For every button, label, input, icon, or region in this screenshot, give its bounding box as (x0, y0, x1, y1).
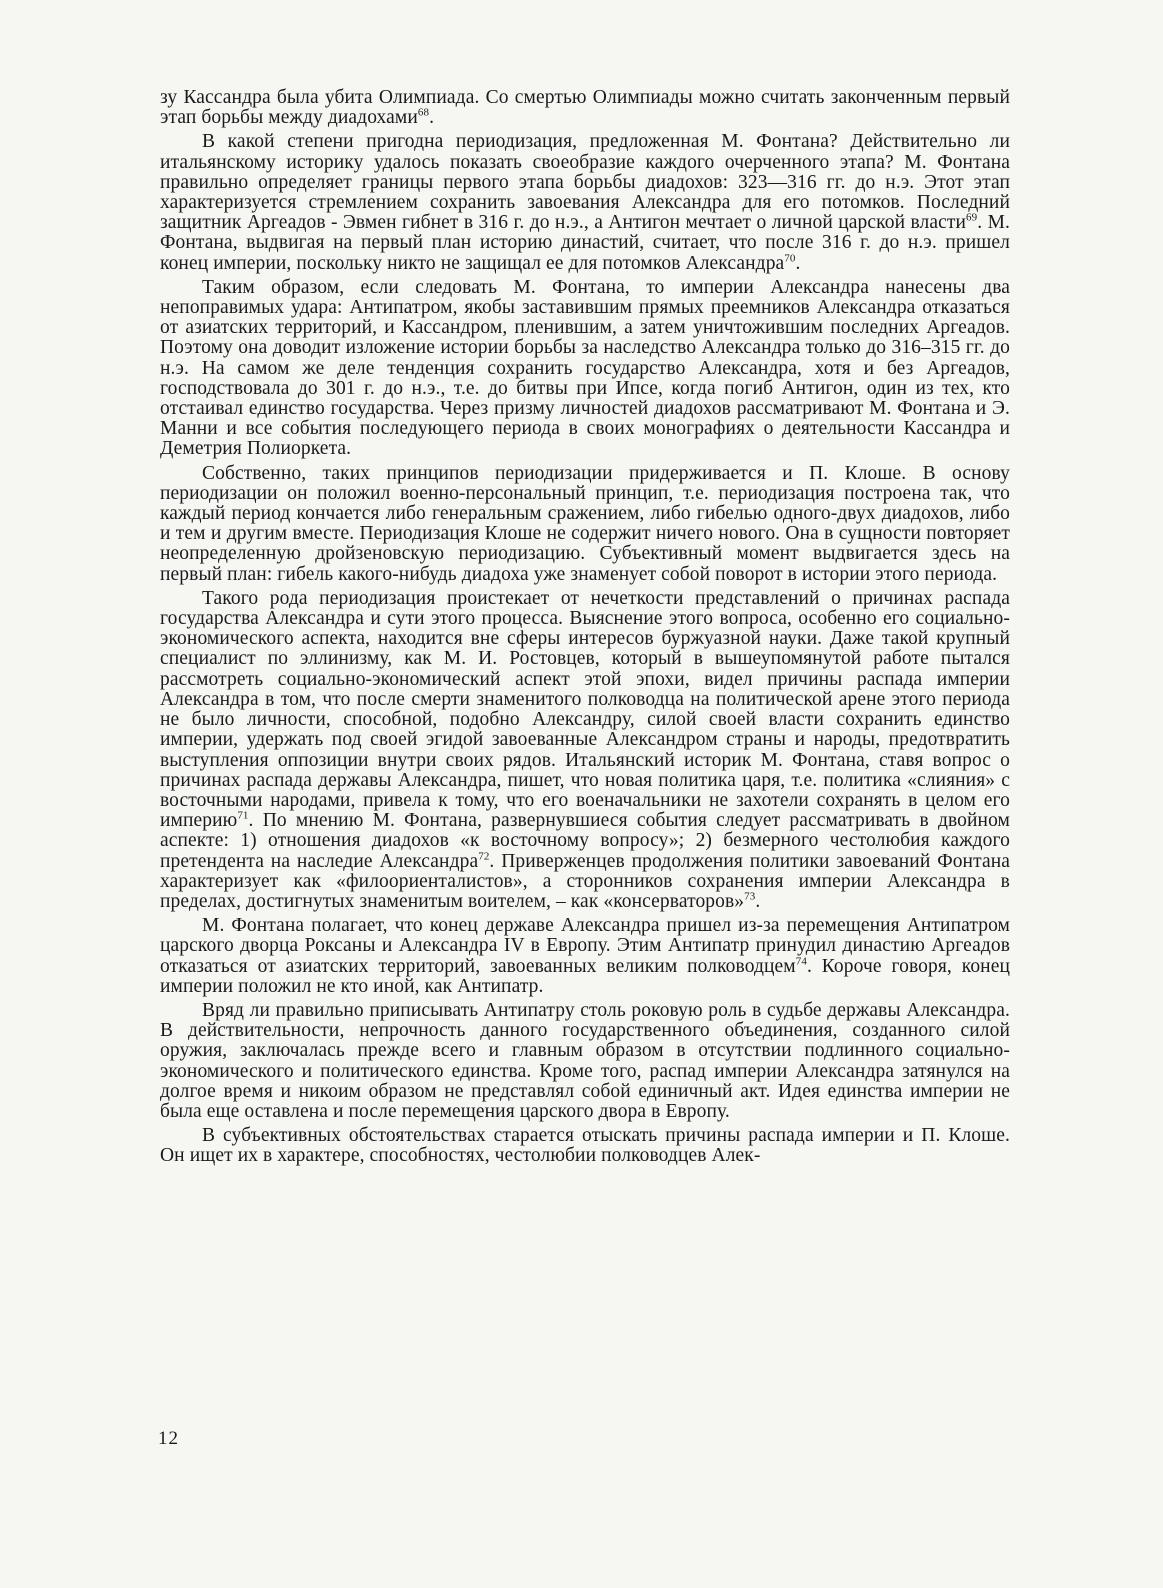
paragraph-4: Собственно, таких принципов периодизации придерживается и П. Клоше. В основу периодизации он положил военно-персональный принцип, т.е. периодизация построена так, что каждый период кончается либо генеральным сражением, либо гибелью одного-двух диадохов, либо и тем и другим вместе. Периодизация Клоше не содержит ничего нового. Она в сущности повторяет неопределенную дройзеновскую периодизацию. Субъективный момент выдвигается здесь на первый план: гибель какого-нибудь диадоха уже знаменует собой поворот в истории этого периода. (160, 462, 1010, 585)
page-number: 12 (158, 1428, 179, 1449)
footnote-ref-72: 72 (478, 850, 490, 863)
paragraph-5: Такого рода периодизация проистекает от нечеткости представлений о причинах распада государства Александра и сути этого процесса. Выяснение этого вопроса, особенно его социально-экономического аспекта, находится вне сферы интересов буржуазной науки. Даже такой крупный специалист по эллинизму, как М. И. Ростовцев, который в вышеупомянутой работе пытался рассмотреть социально-экономический аспект этой эпохи, видел причины распада империи Александра в том, что после смерти знаменитого полководца на политической арене этого периода не было личности, способной, подобно Александру, силой своей власти сохранить единство империи, удержать под своей эгидой завоеванные Александром страны и народы, предотвратить выступления оппозиции внутри своих рядов. Итальянский историк М. Фонтана, ставя вопрос о причинах распада державы Александра, пишет, что новая политика царя, т.е. политика «слияния» с восточными народами, привела к тому, что его военачальники не захотели сохранять в целом его империю$^{71}$. По мнению М. Фонтана, развернувшиеся события следует рассматривать в двойном аспекте: 1) отношения диадохов «к восточному вопросу»; 2) безмерного честолюбия каждого претендента на наследие Александра$^{72}$. Приверженцев продолжения политики завоеваний Фонтана характеризует как «филоориенталистов», а сторонников сохранения империи Александра в пределах, достигнутых знаменитым воителем, – как «консерваторов»$^{73}$. (160, 587, 1010, 912)
paragraph-7: Вряд ли правильно приписывать Антипатру столь роковую роль в судьбе державы Александра. В действительности, непрочность данного государственного объединения, созданного силой оружия, заключалась прежде всего и главным образом в отсутствии подлинного социально-экономического и политического единства. Кроме того, распад империи Александра затянулся на долгое время и никоим образом не представлял собой единичный акт. Идея единства империи не была еще оставлена и после перемещения царского двора в Европу. (160, 999, 1010, 1122)
footnote-ref-71: 71 (237, 809, 249, 822)
footnote-ref-74: 74 (795, 955, 807, 968)
footnote-ref-69: 69 (966, 211, 978, 224)
footnote-ref-68: 68 (417, 106, 430, 119)
footnote-ref-70: 70 (784, 252, 796, 265)
paragraph-6: М. Фонтана полагает, что конец державе Александра пришел из-за перемещения Антипатром царского дворца Роксаны и Александра IV в Европу. Этим Антипатр принудил династию Аргеадов отказаться от азиатских территорий, завоеванных великим полководцем$^{74}$. Короче говоря, конец империи положил не кто иной, как Антипатр. (160, 915, 1010, 997)
paragraph-1: зу Кассандра была убита Олимпиада. Со смертью Олимпиады можно считать законченным первый этап борьбы между диадохами$^{68}$. (160, 87, 1010, 129)
paragraph-3: Таким образом, если следовать М. Фонтана, то империи Александра нанесены два непоправимых удара: Антипатром, якобы заставившим прямых преемников Александра отказаться от азиатских территорий, и Кассандром, пленившим, а затем уничтожившим последних Аргеадов. Поэтому она доводит изложение истории борьбы за наследство Александра только до 316–315 гг. до н.э. На самом же деле тенденция сохранить государство Александра, хотя и без Аргеадов, господствовала до 301 г. до н.э., т.е. до битвы при Ипсе, когда погиб Антигон, один из тех, кто отстаивал единство государства. Через призму личностей диадохов рассматривают М. Фонтана и Э. Манни и все события последующего периода в своих монографиях о деятельности Кассандра и Деметрия Полиоркета. (160, 276, 1010, 460)
footnote-ref-73: 73 (744, 890, 756, 903)
paragraph-2: В какой степени пригодна периодизация, предложенная М. Фонтана? Действительно ли итальянскому историку удалось показать своеобразие каждого очерченного этапа? М. Фонтана правильно определяет границы первого этапа борьбы диадохов: 323—316 гг. до н.э. Этот этап характеризуется стремлением сохранить завоевания Александра для его потомков. Последний защитник Аргеадов - Эвмен гибнет в 316 г. до н.э., а Антигон мечтает о личной царской власти$^{69}$. М. Фонтана, выдвигая на первый план историю династий, считает, что после 316 г. до н.э. пришел конец империи, поскольку никто не защищал ее для потомков Александра$^{70}$. (160, 131, 1010, 274)
page-text (160, 88, 1010, 1167)
paragraph-8: В субъективных обстоятельствах старается отыскать причины распада империи и П. Клоше. Он ищет их в характере, способностях, честолюбии полководцев Алек- (160, 1125, 1010, 1167)
